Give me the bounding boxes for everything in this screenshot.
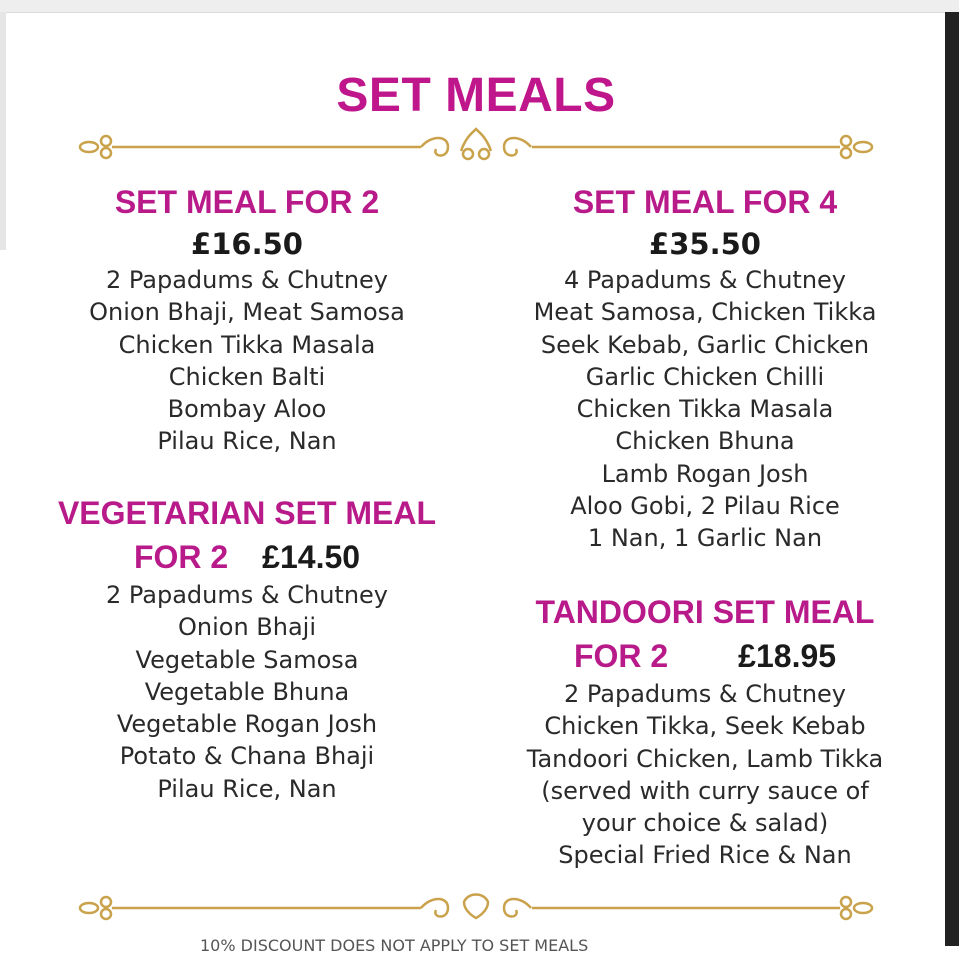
- list-item: Aloo Gobi, 2 Pilau Rice: [570, 492, 840, 521]
- list-item: Chicken Tikka Masala: [576, 395, 834, 424]
- price: £14.50: [262, 539, 361, 575]
- price: £35.50: [649, 227, 761, 261]
- item-list: [52, 579, 442, 805]
- heading-line-2: [52, 535, 442, 579]
- tandoori-set-meal: [490, 590, 920, 872]
- list-item: Potato & Chana Bhaji: [119, 742, 375, 771]
- ornament-divider-bottom: [76, 888, 876, 928]
- list-item: Pilau Rice, Nan: [157, 774, 337, 803]
- list-item: Onion Bhaji, Meat Samosa: [89, 298, 405, 327]
- list-item: 1 Nan, 1 Garlic Nan: [587, 524, 823, 553]
- list-item: Vegetable Samosa: [135, 645, 359, 674]
- list-item: Seek Kebab, Garlic Chicken: [540, 330, 870, 359]
- list-item: Lamb Rogan Josh: [601, 459, 809, 488]
- list-item: 4 Papadums & Chutney: [563, 266, 846, 294]
- price: £16.50: [191, 227, 303, 261]
- list-item: Vegetable Bhuna: [144, 677, 350, 706]
- list-item: Garlic Chicken Chilli: [585, 362, 825, 391]
- list-item: Chicken Bhuna: [615, 427, 795, 456]
- list-item: Pilau Rice, Nan: [157, 427, 337, 456]
- ornament-divider-top: [76, 127, 876, 167]
- item-list: [52, 264, 442, 458]
- serving-note: (served with curry sauce of your choice & salad): [541, 776, 869, 838]
- list-item: 2 Papadums & Chutney: [105, 266, 388, 294]
- list-item: Chicken Tikka, Seek Kebab: [544, 712, 866, 741]
- item-list: [490, 264, 920, 555]
- list-item: Chicken Balti: [168, 362, 326, 391]
- list-item: Vegetable Rogan Josh: [116, 710, 378, 739]
- vegetarian-set-meal: [52, 491, 442, 805]
- list-item: Meat Samosa, Chicken Tikka: [533, 298, 877, 327]
- footer-note: 10% DISCOUNT DOES NOT APPLY TO SET MEALS: [200, 936, 589, 955]
- list-item: Chicken Tikka Masala: [118, 330, 376, 359]
- set-meal-for-2: [52, 180, 442, 458]
- left-edge: [0, 12, 6, 250]
- heading-for-2: FOR 2: [573, 638, 669, 674]
- heading: TANDOORI SET MEAL: [535, 594, 875, 630]
- price: £18.95: [738, 638, 837, 674]
- list-item: 2 Papadums & Chutney: [563, 680, 846, 708]
- list-item: Special Fried Rice & Nan: [558, 841, 852, 870]
- heading: SET MEAL FOR 4: [572, 184, 838, 220]
- list-item: 2 Papadums & Chutney: [105, 581, 388, 609]
- right-edge-bar: [945, 12, 959, 946]
- list-item: Onion Bhaji: [177, 613, 316, 642]
- set-meal-for-4: [490, 180, 920, 555]
- heading-line-2: [490, 634, 920, 678]
- top-bar: [0, 0, 959, 13]
- list-item: Bombay Aloo: [167, 395, 327, 424]
- heading: SET MEAL FOR 2: [114, 184, 380, 220]
- list-item: Tandoori Chicken, Lamb Tikka: [526, 744, 884, 773]
- heading: VEGETARIAN SET MEAL: [57, 495, 437, 531]
- page-title: SET MEALS: [336, 69, 616, 122]
- heading-for-2: FOR 2: [133, 539, 229, 575]
- item-list: [490, 678, 920, 872]
